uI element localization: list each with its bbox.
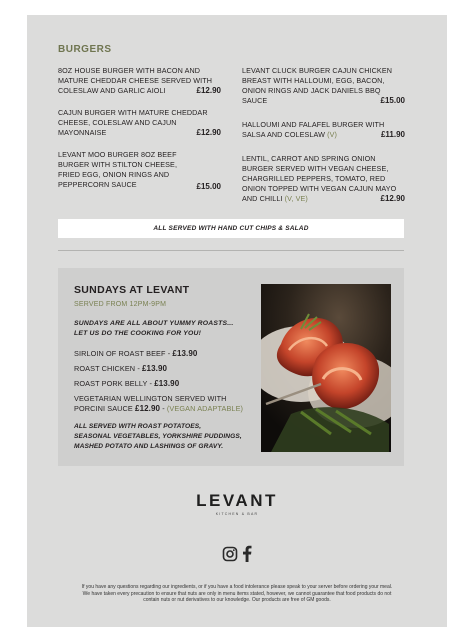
item-description: CAJUN BURGER WITH MATURE CHEDDAR CHEESE, COLESLAW AND CAJUN MAYONNAISE [58,108,208,137]
disclaimer-line: We have taken every precaution to ensure that nuts are only in menu items stated, however, we cannot guarantee that food products do not [82,590,392,597]
levant-logo [27,491,447,516]
menu-item [58,108,221,138]
sundays-intro [74,319,233,339]
instagram-icon[interactable] [222,546,238,562]
item-description: LENTIL, CARROT AND SPRING ONION BURGER SERVED WITH VEGAN CHEESE, CHARGRILLED PEPPERS, TOMATO, RED ONION TOPPED WITH VEGAN CAJUN MAYO AND CHILLI [242,154,397,203]
disclaimer-line: If you have any questions regarding our ingredients, or if you have a food intolerance please speak to your server before ordering your meal. [81,584,393,590]
sundays-panel [58,268,404,466]
roast-name: VEGETARIAN WELLINGTON SERVED WITH [74,394,227,403]
roast-price: £13.90 [141,364,168,373]
item-description: HALLOUMI AND FALAFEL BURGER WITH SALSA AND COLESLAW [242,120,385,139]
roast-price: £13.90 [154,379,180,388]
item-description: 8OZ HOUSE BURGER WITH BACON AND MATURE CHEDDAR CHEESE SERVED WITH COLESLAW AND GARLIC AIOLI [58,66,212,95]
note-line: SEASONAL VEGETABLES, YORKSHIRE PUDDINGS, [74,433,242,440]
roast-dinner-photo [261,284,391,452]
divider [58,250,404,251]
burgers-heading: BURGERS [58,44,112,55]
item-price: £12.90 [196,86,221,95]
menu-item [242,154,405,204]
note-line: ALL SERVED WITH ROAST POTATOES, [74,423,202,430]
roast-item [74,379,179,389]
roast-name: ROAST PORK BELLY [74,379,148,388]
sundays-heading: SUNDAYS AT LEVANT [74,284,190,296]
facebook-icon[interactable] [242,545,252,562]
roast-price: £13.90 [172,349,198,358]
roast-item [74,349,197,359]
price-separator: - [162,404,167,413]
item-price: £15.00 [196,182,221,191]
item-description: LEVANT CLUCK BURGER CAJUN CHICKEN BREAST WITH HALLOUMI, EGG, BACON, ONION RINGS AND JACK DANIELS BBQ SAUCE [242,66,393,105]
menu-item [242,66,405,106]
menu-page [27,15,447,627]
vegan-adaptable-tag: (VEGAN ADAPTABLE) [166,404,244,413]
logo-tagline: KITCHEN & BAR [215,512,259,516]
menu-item [58,66,221,96]
allergen-disclaimer [45,584,429,604]
sides-banner: ALL SERVED WITH HAND CUT CHIPS & SALAD [58,219,404,238]
vegetarian-tag: (V) [327,130,338,139]
intro-line: LET US DO THE COOKING FOR YOU! [74,330,202,337]
logo-wordmark: LEVANT [196,491,278,510]
price-separator: - [137,364,142,373]
item-price: £12.90 [196,128,221,137]
item-price: £15.00 [380,96,405,105]
menu-item [242,120,405,140]
roast-price: £12.90 [135,404,161,413]
roast-name: PORCINI SAUCE [74,404,133,413]
price-separator: - [167,349,173,358]
note-line: MASHED POTATO AND LASHINGS OF GRAVY. [74,443,224,450]
roast-item [74,394,243,414]
price-separator: - [149,379,155,388]
disclaimer-line: contain nuts or nut derivatives to our knowledge. Our products are free of GM goods. [143,597,331,604]
roast-item [74,364,167,374]
sundays-sides-note [74,422,242,452]
vegan-tag: (V, VE) [284,194,308,203]
roast-name: ROAST CHICKEN [74,364,136,373]
item-price: £12.90 [380,194,405,203]
roast-name: SIRLOIN OF ROAST BEEF [74,349,166,358]
item-price: £11.90 [380,130,405,139]
menu-item [58,150,221,192]
intro-line: SUNDAYS ARE ALL ABOUT YUMMY ROASTS... [74,320,234,327]
social-icons [222,545,256,563]
item-description: LEVANT MOO BURGER 8OZ BEEF BURGER WITH STILTON CHEESE, FRIED EGG, ONION RINGS AND PEPPERCORN SAUCE [58,150,178,189]
sundays-hours: SERVED FROM 12PM-9PM [74,301,167,308]
